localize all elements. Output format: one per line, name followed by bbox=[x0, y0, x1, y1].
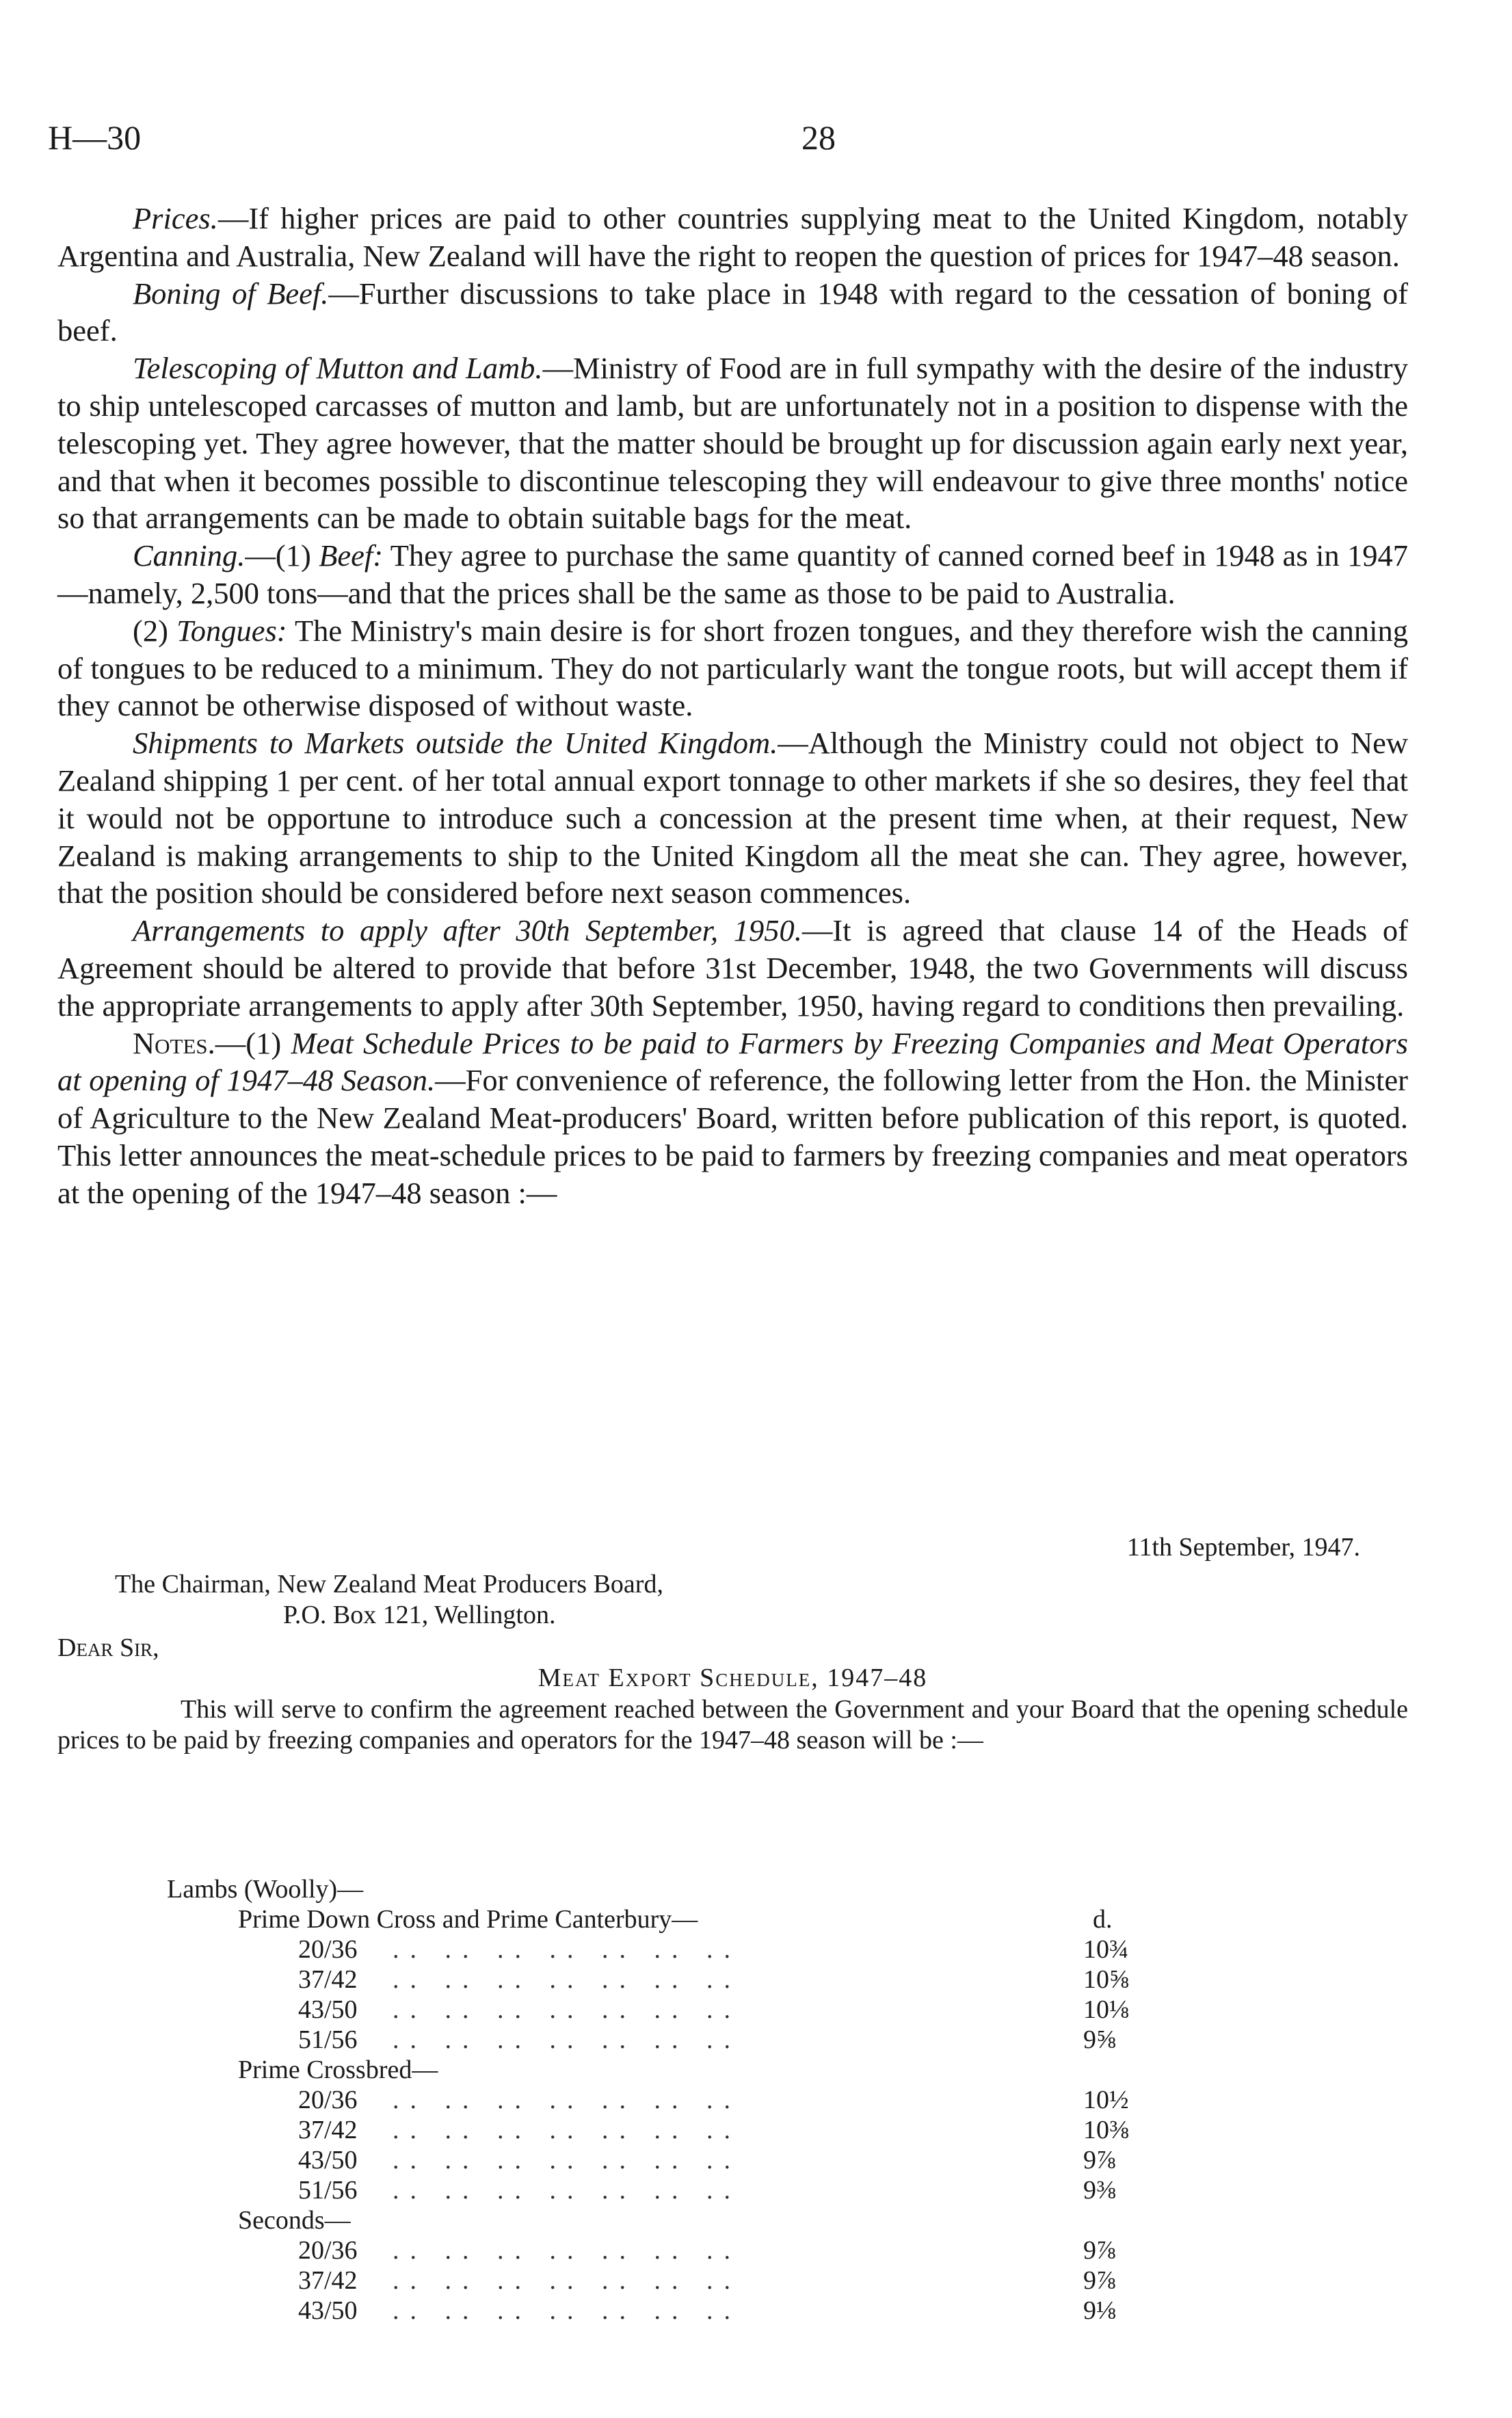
dot-leader: .. .. .. .. .. .. .. bbox=[393, 2086, 741, 2114]
report-code: H—30 bbox=[48, 118, 142, 157]
schedule-row bbox=[57, 2085, 1408, 2115]
paragraph-tongues: (2) Tongues: The Ministry's main desire is for short frozen tongues, and they therefore wish the canning of tongues to be reduced to a minimum. They do not particularly want the tongue roots, but will accept them if they cannot be otherwise disposed of without waste. bbox=[57, 613, 1408, 723]
schedule-row bbox=[57, 2296, 1408, 2326]
paragraph-boning: Boning of Beef.—Further discussions to take place in 1948 with regard to the cessation of boning of beef. bbox=[57, 276, 1409, 348]
price-unit: d. bbox=[1093, 1905, 1113, 1934]
grade-weight: 20/36 bbox=[298, 2236, 358, 2265]
paragraph-shipments: Shipments to Markets outside the United Kingdom.—Although the Ministry could not object to New Zealand shipping 1 per cent. of her total annual export tonnage to other markets if she so desires, they feel that it would not be opportune to introduce such a concession at the present time when, at their request, New Zealand is making arrangements to ship to the United Kingdom all the meat she can. They agree, however, that the position should be considered before next season commences. bbox=[57, 726, 1408, 910]
heading-arrangements: Arrangements to apply after 30th September, 1950. bbox=[133, 913, 802, 948]
price-value: 10½ bbox=[1083, 2086, 1129, 2114]
addressee-line-1: The Chairman, New Zealand Meat Producers Board, bbox=[115, 1570, 663, 1599]
schedule-row bbox=[57, 1995, 1408, 2025]
paragraph-canning: Canning.—(1) Beef: They agree to purchase the same quantity of canned corned beef in 1948 as in 1947—namely, 2,500 tons—and that the prices shall be the same as those to be paid to Australia. bbox=[57, 538, 1408, 610]
price-value: 10⅛ bbox=[1083, 1995, 1129, 2024]
schedule-row bbox=[57, 1964, 1408, 1995]
price-value: 9⅞ bbox=[1083, 2146, 1116, 2174]
heading-shipments: Shipments to Markets outside the United Kingdom. bbox=[133, 726, 778, 761]
salutation: Dear Sir, bbox=[57, 1633, 159, 1662]
grade-weight: 20/36 bbox=[298, 2086, 358, 2114]
heading-canning: Canning. bbox=[133, 538, 246, 573]
schedule-row bbox=[57, 1934, 1408, 1964]
price-value: 9⅝ bbox=[1083, 2025, 1116, 2054]
dot-leader: .. .. .. .. .. .. .. bbox=[393, 1965, 741, 1994]
dot-leader: .. .. .. .. .. .. .. bbox=[393, 1935, 741, 1964]
heading-notes: Meat Schedule Prices to be paid to Farmers by Freezing Companies and Meat Operators at opening of 1947–48 Season. bbox=[57, 1025, 1408, 1098]
heading-telescoping: Telescoping of Mutton and Lamb. bbox=[133, 351, 543, 386]
schedule-row bbox=[57, 2175, 1408, 2205]
schedule-row bbox=[57, 2265, 1408, 2296]
schedule-row bbox=[57, 2145, 1408, 2175]
heading-prices: Prices. bbox=[133, 201, 218, 235]
price-value: 10¾ bbox=[1083, 1935, 1129, 1964]
price-value: 9⅜ bbox=[1083, 2176, 1116, 2205]
dot-leader: .. .. .. .. .. .. .. bbox=[393, 2146, 741, 2174]
paragraph-arrangements: Arrangements to apply after 30th September, 1950.—It is agreed that clause 14 of the Heads of Agreement should be altered to provide that before 31st December, 1948, the two Governments will discuss the appropriate arrangements to apply after 30th September, 1950, having regard to conditions then prevailing. bbox=[57, 913, 1408, 1023]
paragraph-notes: Notes.—(1) Meat Schedule Prices to be paid to Farmers by Freezing Companies and Meat Operators at opening of 1947–48 Season.—For convenience of reference, the following letter from the Hon. the Minister of Agriculture to the New Zealand Meat-producers' Board, written before publication of this report, is quoted. This letter announces the meat-schedule prices to be paid to farmers by freezing companies and meat operators at the opening of the 1947–48 season :— bbox=[57, 1025, 1408, 1210]
page-number: 28 bbox=[801, 118, 836, 157]
grade-weight: 43/50 bbox=[298, 2146, 358, 2174]
dot-leader: .. .. .. .. .. .. .. bbox=[393, 2116, 741, 2144]
heading-boning: Boning of Beef. bbox=[133, 276, 329, 311]
schedule-row bbox=[57, 2025, 1408, 2055]
dot-leader: .. .. .. .. .. .. .. bbox=[393, 2025, 741, 2054]
schedule-row bbox=[57, 2115, 1408, 2145]
grade-weight: 37/42 bbox=[298, 2266, 358, 2295]
schedule-group-heading: Seconds— bbox=[238, 2206, 351, 2235]
letter-date: 11th September, 1947. bbox=[1126, 1533, 1360, 1562]
addressee-line-2: P.O. Box 121, Wellington. bbox=[283, 1601, 556, 1629]
schedule-row bbox=[57, 2235, 1408, 2265]
page-header bbox=[48, 118, 1464, 166]
grade-weight: 43/50 bbox=[298, 1995, 358, 2024]
schedule-group-heading: Prime Crossbred— bbox=[238, 2055, 438, 2084]
schedule-category: Lambs (Woolly)— bbox=[167, 1875, 364, 1904]
price-value: 9⅞ bbox=[1083, 2266, 1116, 2295]
dot-leader: .. .. .. .. .. .. .. bbox=[393, 1995, 741, 2024]
dot-leader: .. .. .. .. .. .. .. bbox=[393, 2296, 741, 2325]
schedule-title: Meat Export Schedule, 1947–48 bbox=[538, 1664, 928, 1692]
notes-label: Notes. bbox=[133, 1025, 215, 1060]
dot-leader: .. .. .. .. .. .. .. bbox=[393, 2266, 741, 2295]
grade-weight: 43/50 bbox=[298, 2296, 358, 2325]
grade-weight: 51/56 bbox=[298, 2025, 358, 2054]
body-text bbox=[57, 200, 1408, 1212]
confirm-text: This will serve to confirm the agreement reached between the Government and your Board that the opening schedule prices to be paid by freezing companies and operators for the 1947–48 season will be :— bbox=[57, 1695, 1408, 1755]
paragraph-prices: Prices.—If higher prices are paid to other countries supplying meat to the United Kingdom, notably Argentina and Australia, New Zealand will have the right to reopen the question of prices for 1947–48 season. bbox=[57, 201, 1408, 273]
price-value: 9⅞ bbox=[1083, 2236, 1116, 2265]
price-value: 9⅛ bbox=[1083, 2296, 1116, 2325]
price-schedule bbox=[57, 1874, 1408, 2326]
grade-weight: 37/42 bbox=[298, 1965, 358, 1994]
price-value: 10⅝ bbox=[1083, 1965, 1129, 1994]
grade-weight: 20/36 bbox=[298, 1935, 358, 1964]
grade-weight: 51/56 bbox=[298, 2176, 358, 2205]
dot-leader: .. .. .. .. .. .. .. bbox=[393, 2236, 741, 2265]
schedule-group-heading: Prime Down Cross and Prime Canterbury— d. bbox=[238, 1905, 1113, 1934]
paragraph-telescoping: Telescoping of Mutton and Lamb.—Ministry of Food are in full sympathy with the desire of the industry to ship untelescoped carcasses of mutton and lamb, but are unfortunately not in a position to dispense with the telescoping yet. They agree however, that the matter should be brought up for discussion again early next year, and that when it becomes possible to discontinue telescoping they will endeavour to give three months' notice so that arrangements can be made to obtain suitable bags for the meat. bbox=[57, 351, 1408, 536]
dot-leader: .. .. .. .. .. .. .. bbox=[393, 2176, 741, 2205]
price-value: 10⅜ bbox=[1083, 2116, 1129, 2144]
grade-weight: 37/42 bbox=[298, 2116, 358, 2144]
